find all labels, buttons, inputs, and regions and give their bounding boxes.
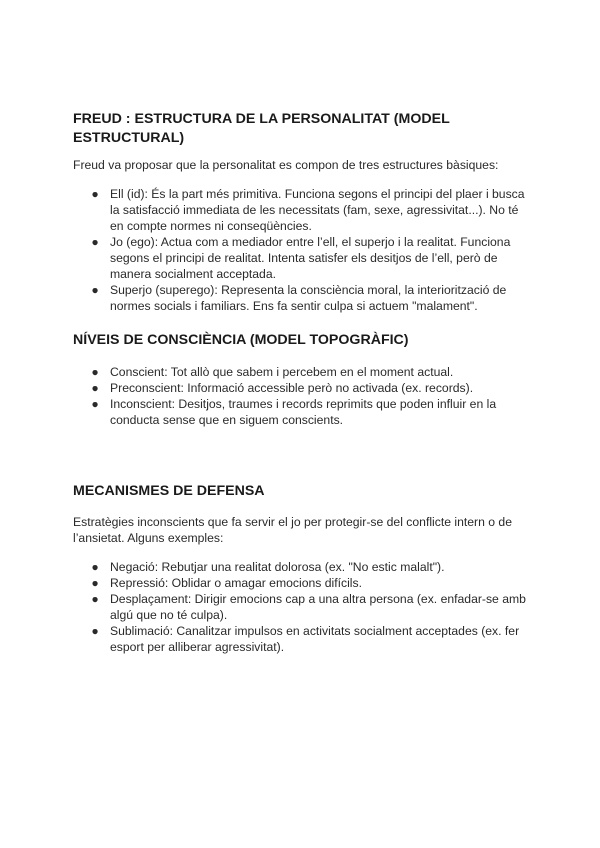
list-item-text: Conscient: Tot allò que sabem i percebem en el moment actual. [110,365,454,379]
bullet-icon: ● [91,235,99,249]
list-item-text: Inconscient: Desitjos, traumes i records reprimits que poden influir en la conducta sense que en siguem conscients. [110,397,497,427]
section-intro-defense-mechanisms: Estratègies inconscients que fa servir el jo per protegir-se del conflicte intern o de l’ansietat. Alguns exemples: [73,515,512,545]
bullet-icon: ● [91,397,99,411]
section-title-freud-structure: FREUD : ESTRUCTURA DE LA PERSONALITAT (MODEL ESTRUCTURAL) [73,111,450,146]
bullet-icon: ● [91,283,99,297]
list-item-text: Preconscient: Informació accessible però no activada (ex. records). [110,381,474,395]
section-title-consciousness-levels: NÍVEIS DE CONSCIÈNCIA (MODEL TOPOGRÀFIC) [73,332,409,348]
bullet-icon: ● [91,381,99,395]
list-item-text: Sublimació: Canalitzar impulsos en activitats socialment acceptades (ex. fer esport per alliberar agressivitat). [110,624,520,654]
bullet-icon: ● [91,365,99,379]
list-item [73,559,528,575]
list-item-text: Superjo (superego): Representa la consciència moral, la interiorització de normes socials i familiars. Ens fa sentir culpa si actuem "malament". [110,283,507,313]
list-item-text: Negació: Rebutjar una realitat dolorosa (ex. "No estic malalt"). [110,560,445,574]
consciousness-list [73,364,528,428]
list-item [73,380,528,396]
bullet-icon: ● [91,560,99,574]
list-item [73,282,528,314]
list-item [73,575,528,591]
list-item [73,364,528,380]
list-item-text: Ell (id): És la part més primitiva. Funciona segons el principi del plaer i busca la satisfacció immediata de les necessitats (fam, sexe, agressivitat...). No té en compte normes ni conseqüències. [110,187,525,233]
bullet-icon: ● [91,187,99,201]
bullet-icon: ● [91,624,99,638]
list-item [73,623,528,655]
section-intro-freud-structure: Freud va proposar que la personalitat es compon de tres estructures bàsiques: [73,158,499,172]
bullet-icon: ● [91,592,99,606]
list-item-text: Desplaçament: Dirigir emocions cap a una altra persona (ex. enfadar-se amb algú que no té culpa). [110,592,526,622]
bullet-icon: ● [91,576,99,590]
list-item [73,396,528,428]
list-item [73,186,528,234]
section-title-defense-mechanisms: MECANISMES DE DEFENSA [73,483,265,499]
list-item [73,234,528,282]
list-item [73,591,528,623]
structure-list [73,186,528,314]
list-item-text: Repressió: Oblidar o amagar emocions difícils. [110,576,362,590]
list-item-text: Jo (ego): Actua com a mediador entre l’ell, el superjo i la realitat. Funciona segons el principi de realitat. Intenta satisfer els desitjos de l’ell, però de manera socialment acceptada. [110,235,511,281]
defense-list [73,559,528,655]
